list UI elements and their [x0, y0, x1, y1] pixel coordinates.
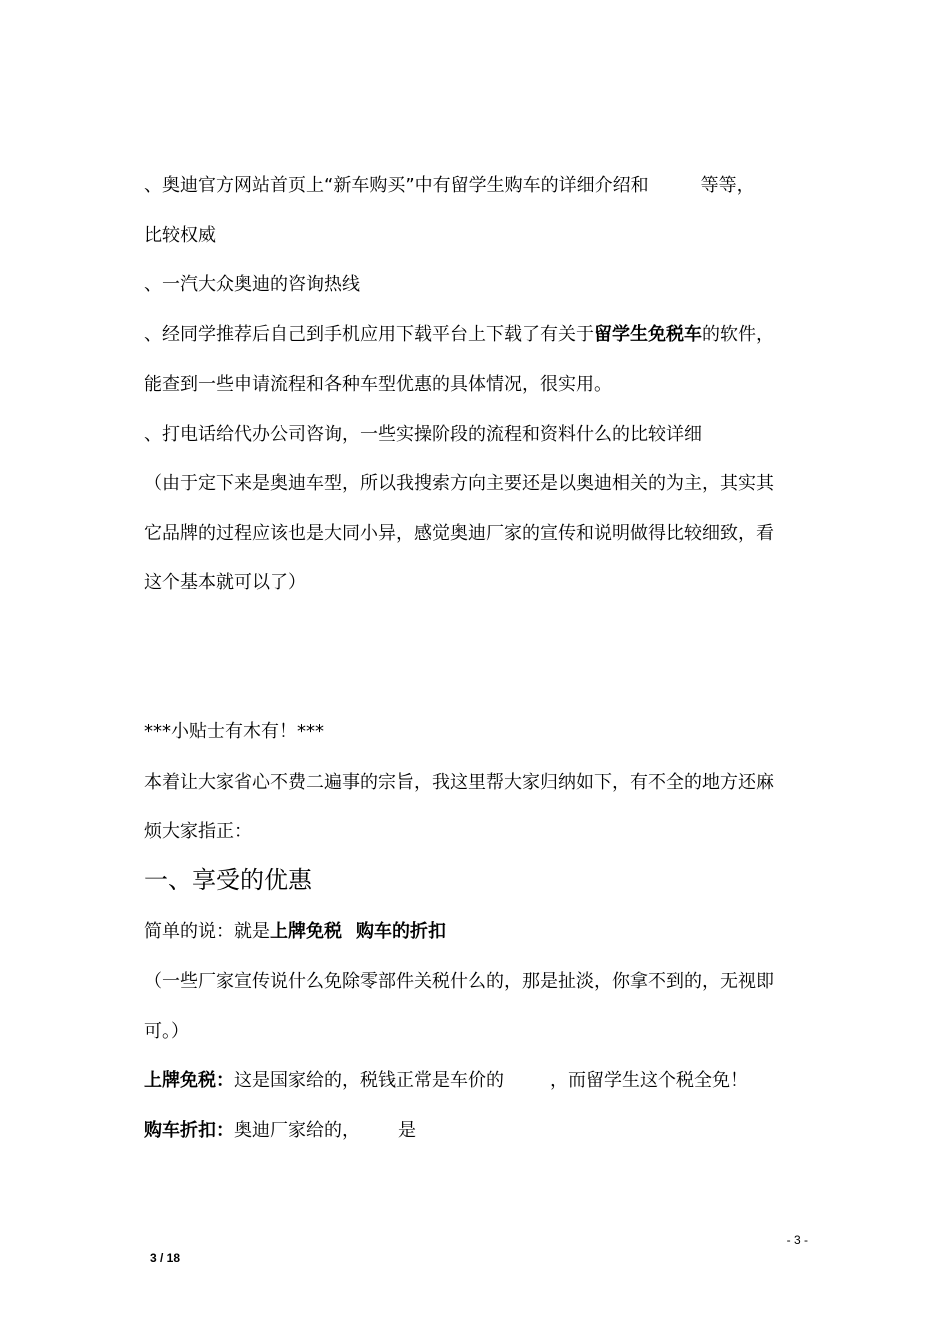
paragraph-line: 、奥迪官方网站首页上“新车购买”中有留学生购车的详细介绍和 等等，: [144, 175, 755, 196]
bold-term: 留学生免税车: [594, 324, 702, 345]
paragraph-line: 购车折扣：奥迪厂家给的， 是: [144, 1120, 416, 1141]
bold-term: 上牌免税: [270, 921, 342, 942]
paragraph-line: 、经同学推荐后自己到手机应用下载平台上下载了有关于留学生免税车的软件，: [144, 324, 774, 345]
bold-term: 购车的折扣: [356, 921, 446, 942]
paragraph-line: （由于定下来是奥迪车型，所以我搜索方向主要还是以奥迪相关的为主，其实其: [144, 473, 774, 494]
bold-term: 购车折扣：: [144, 1120, 234, 1141]
page-count: 3 / 18: [150, 1251, 181, 1265]
paragraph-line: 、一汽大众奥迪的咨询热线: [144, 274, 360, 295]
paragraph-line: 烦大家指正：: [144, 821, 252, 842]
paragraph-line: 可。）: [144, 1021, 189, 1042]
paragraph-line: 这个基本就可以了）: [144, 572, 306, 593]
paragraph-line: 能查到一些申请流程和各种车型优惠的具体情况，很实用。: [144, 374, 612, 395]
paragraph-line: （一些厂家宣传说什么免除零部件关税什么的，那是扯淡，你拿不到的，无视即: [144, 971, 774, 992]
section-heading: 一、享受的优惠: [144, 866, 312, 894]
tip-line: ***小贴士有木有！***: [144, 721, 324, 742]
page-number: - 3 -: [786, 1233, 808, 1247]
paragraph-line: 比较权威: [144, 225, 216, 246]
paragraph-line: 本着让大家省心不费二遍事的宗旨，我这里帮大家归纳如下，有不全的地方还麻: [144, 772, 774, 793]
paragraph-line: 、打电话给代办公司咨询，一些实操阶段的流程和资料什么的比较详细: [144, 424, 702, 445]
paragraph-line: 上牌免税：这是国家给的，税钱正常是车价的 ，而留学生这个税全免！: [144, 1070, 748, 1091]
paragraph-line: 简单的说：就是上牌免税 购车的折扣: [144, 921, 446, 942]
bold-term: 上牌免税：: [144, 1070, 234, 1091]
paragraph-line: 它品牌的过程应该也是大同小异，感觉奥迪厂家的宣传和说明做得比较细致，看: [144, 523, 774, 544]
